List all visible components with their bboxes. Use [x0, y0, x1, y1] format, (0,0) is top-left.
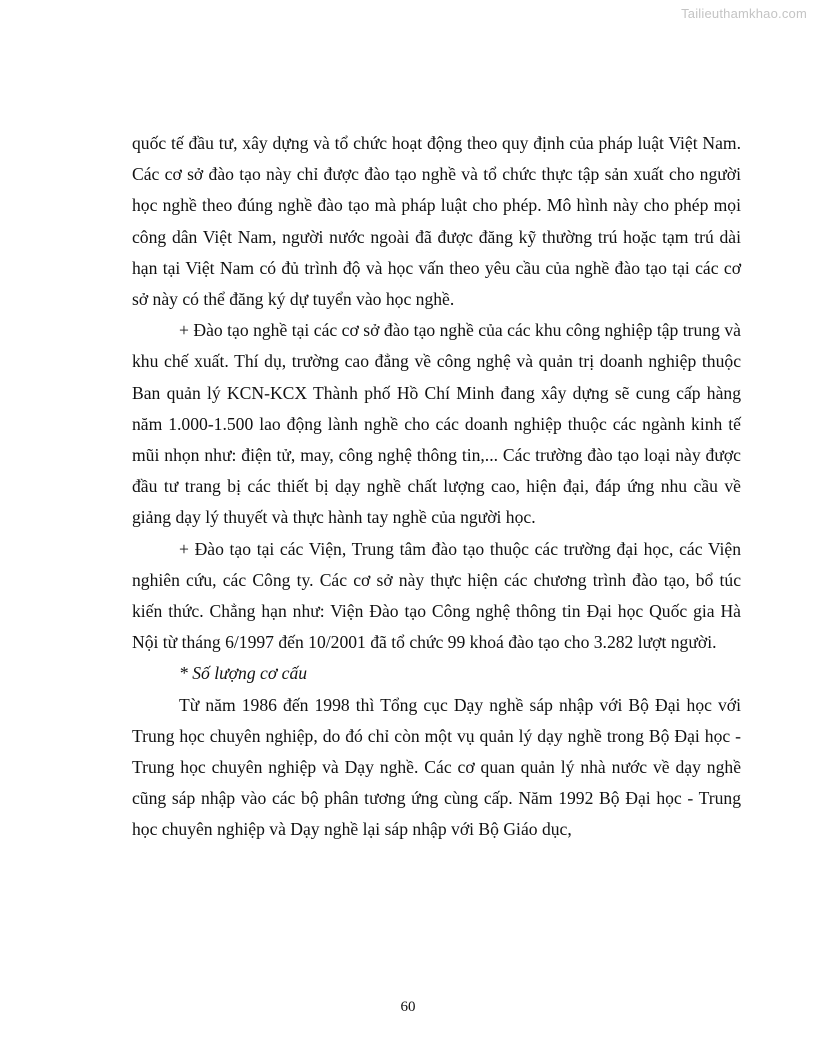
- paragraph-merger-history: Từ năm 1986 đến 1998 thì Tổng cục Dạy nghề sáp nhập với Bộ Đại học với Trung học chuyên nghiệp, do đó chỉ còn một vụ quản lý dạy nghề trong Bộ Đại học - Trung học chuyên nghiệp và Dạy nghề. Các cơ quan quản lý nhà nước về dạy nghề cũng sáp nhập vào các bộ phân tương ứng cùng cấp. Năm 1992 Bộ Đại học - Trung học chuyên nghiệp và Dạy nghề lại sáp nhập với Bộ Giáo dục,: [132, 694, 741, 840]
- paragraph-continuation: quốc tế đầu tư, xây dựng và tổ chức hoạt động theo quy định của pháp luật Việt Nam. Các cơ sở đào tạo này chỉ được đào tạo nghề và tổ chức thực tập sản xuất cho người học nghề theo đúng nghề đào tạo mà pháp luật cho phép. Mô hình này cho phép mọi công dân Việt Nam, người nước ngoài đã được đăng kỹ thường trú hoặc tạm trú dài hạn tại Việt Nam có đủ trình độ và học vấn theo yêu cầu của nghề đào tạo tại các cơ sở này có thể đăng ký dự tuyển vào học nghề.: [132, 133, 741, 310]
- section-heading: * Số lượng cơ cấu: [179, 663, 308, 684]
- page-number: 60: [400, 999, 416, 1015]
- document-body: [132, 128, 741, 846]
- watermark: Tailieuthamkhao.com: [681, 6, 807, 21]
- paragraph-institute-training: + Đào tạo tại các Viện, Trung tâm đào tạo thuộc các trường đại học, các Viện nghiên cứu, các Công ty. Các cơ sở này thực hiện các chương trình đào tạo, bổ túc kiến thức. Chẳng hạn như: Viện Đào tạo Công nghệ thông tin Đại học Quốc gia Hà Nội từ tháng 6/1997 đến 10/2001 đã tổ chức 99 khoá đào tạo cho 3.282 lượt người.: [132, 538, 741, 653]
- paragraph-industrial-zone-training: + Đào tạo nghề tại các cơ sở đào tạo nghề của các khu công nghiệp tập trung và khu chế xuất. Thí dụ, trường cao đẳng về công nghệ và quản trị doanh nghiệp thuộc Ban quản lý KCN-KCX Thành phố Hồ Chí Minh đang xây dựng sẽ cung cấp hàng năm 1.000-1.500 lao động lành nghề cho các doanh nghiệp thuộc các ngành kinh tế mũi nhọn như: điện tử, may, công nghệ thông tin,... Các trường đào tạo loại này được đầu tư trang bị các thiết bị dạy nghề chất lượng cao, hiện đại, đáp ứng nhu cầu về giảng dạy lý thuyết và thực hành tay nghề của người học.: [132, 320, 741, 528]
